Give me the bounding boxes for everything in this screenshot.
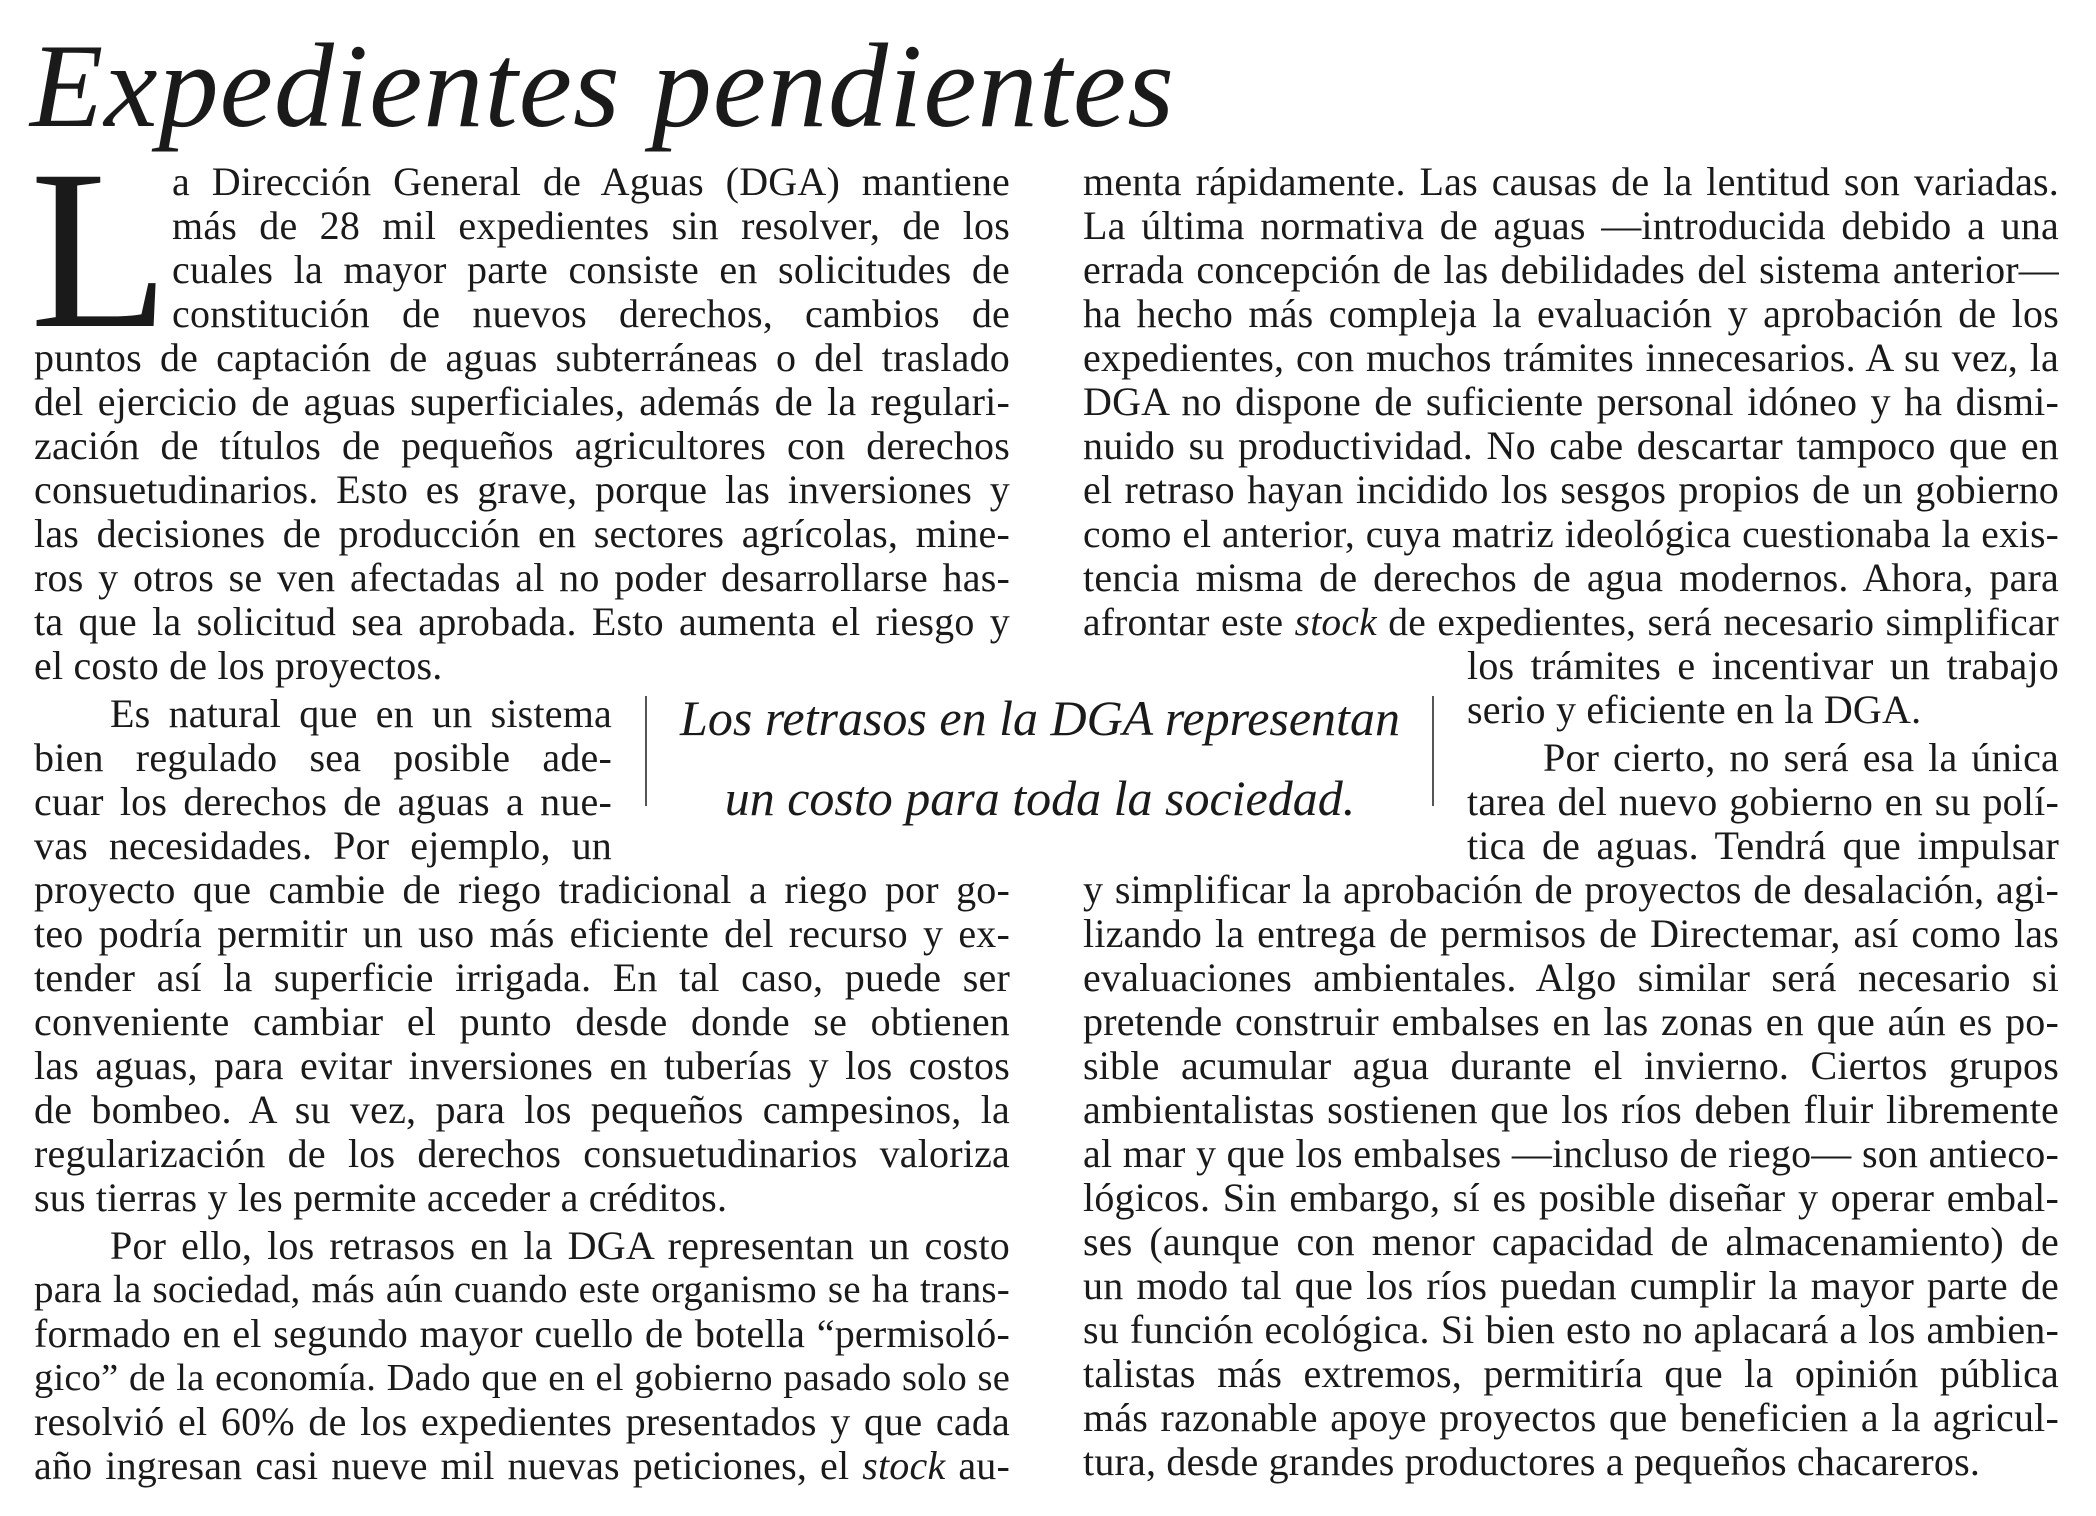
text-line: teo podría permitir un uso más eficiente del recurso y ex- — [34, 911, 1010, 956]
text-line: sible acumular agua durante el invierno. Ciertos grupos — [1083, 1043, 2059, 1088]
text-line: consuetudinarios. Esto es grave, porque las inversiones y — [34, 467, 1010, 512]
text-line: pretende construir embalses en las zonas en que aún es po- — [1083, 999, 2059, 1044]
text-line: proyecto que cambie de riego tradicional a riego por go- — [34, 867, 1010, 912]
text-line: puntos de captación de aguas subterráneas o del traslado — [34, 335, 1010, 380]
text-line: cuar los derechos de aguas a nue- — [34, 779, 612, 824]
text-line: lógicos. Sin embargo, sí es posible diseñar y operar embal- — [1083, 1175, 2059, 1220]
text-line: año ingresan casi nueve mil nuevas peticiones, el stock au- — [34, 1443, 1011, 1488]
text-line: tencia misma de derechos de agua modernos. Ahora, para — [1083, 555, 2059, 600]
text-line: bien regulado sea posible ade- — [34, 735, 612, 780]
drop-cap: L — [30, 124, 170, 376]
text-line: Por cierto, no será esa la única — [1543, 735, 2059, 780]
text-line: nuido su productividad. No cabe descartar tampoco que en — [1083, 423, 2059, 468]
text-line: afrontar este stock de expedientes, será necesario simplificar — [1083, 600, 2059, 644]
text-line: las decisiones de producción en sectores agrícolas, mine- — [34, 511, 1010, 556]
text-line: constitución de nuevos derechos, cambios de — [172, 291, 1010, 336]
text-line: un modo tal que los ríos puedan cumplir la mayor parte de — [1083, 1263, 2059, 1308]
text-line: errada concepción de las debilidades del sistema anterior— — [1083, 247, 2059, 292]
text-line: de bombeo. A su vez, para los pequeños campesinos, la — [34, 1087, 1010, 1132]
text-line: lizando la entrega de permisos de Directemar, así como las — [1083, 911, 2059, 956]
pull-quote-left-rule — [645, 696, 647, 806]
text-line: La última normativa de aguas —introducida debido a una — [1083, 203, 2059, 248]
text-line: las aguas, para evitar inversiones en tuberías y los costos — [34, 1043, 1010, 1088]
text-line: su función ecológica. Si bien esto no aplacará a los ambien- — [1083, 1307, 2059, 1352]
text-line: tica de aguas. Tendrá que impulsar — [1467, 823, 2059, 868]
text-line: Por ello, los retrasos en la DGA representan un costo — [110, 1223, 1010, 1268]
text-line: expedientes, con muchos trámites innecesarios. A su vez, la — [1083, 335, 2059, 380]
text-line: y simplificar la aprobación de proyectos de desalación, agi- — [1083, 867, 2059, 912]
text-line: como el anterior, cuya matriz ideológica cuestionaba la exis- — [1083, 512, 2059, 556]
text-line: vas necesidades. Por ejemplo, un — [34, 823, 612, 868]
text-line: tender así la superficie irrigada. En tal caso, puede ser — [34, 955, 1010, 1000]
pull-quote-right-rule — [1432, 696, 1434, 806]
text-line: menta rápidamente. Las causas de la lentitud son variadas. — [1083, 159, 2059, 204]
headline: Expedientes pendientes — [30, 19, 1175, 152]
text-line: tarea del nuevo gobierno en su polí- — [1467, 779, 2059, 824]
pull-quote-line: un costo para toda la sociedad. — [724, 770, 1356, 826]
text-line: el costo de los proyectos. — [34, 643, 443, 688]
text-line: gico” de la economía. Dado que en el gobierno pasado solo se — [34, 1357, 1010, 1399]
text-line: talistas más extremos, permitiría que la opinión pública — [1083, 1351, 2059, 1396]
text-line: ambientalistas sostienen que los ríos deben fluir libremente — [1083, 1087, 2059, 1132]
pull-quote-line: Los retrasos en la DGA representan — [680, 690, 1400, 746]
text-line: los trámites e incentivar un trabajo — [1467, 643, 2059, 688]
text-line: evaluaciones ambientales. Algo similar será necesario si — [1083, 955, 2059, 1000]
text-line: el retraso hayan incidido los sesgos propios de un gobierno — [1083, 467, 2059, 512]
text-line: sus tierras y les permite acceder a créditos. — [34, 1175, 728, 1220]
text-line: regularización de los derechos consuetudinarios valoriza — [34, 1131, 1010, 1176]
text-line: para la sociedad, más aún cuando este organismo se ha trans- — [34, 1268, 1010, 1311]
text-line: más razonable apoye proyectos que beneficien a la agricul- — [1083, 1395, 2059, 1440]
text-line: resolvió el 60% de los expedientes presentados y que cada — [34, 1399, 1010, 1444]
text-line: a Dirección General de Aguas (DGA) mantiene — [172, 159, 1010, 204]
text-line: DGA no dispone de suficiente personal idóneo y ha dismi- — [1083, 379, 2059, 424]
text-line: serio y eficiente en la DGA. — [1467, 687, 1922, 732]
text-line: tura, desde grandes productores a pequeños chacareros. — [1083, 1439, 1981, 1484]
text-line: formado en el segundo mayor cuello de botella “permisoló- — [34, 1311, 1010, 1356]
text-line: ha hecho más compleja la evaluación y aprobación de los — [1083, 291, 2059, 336]
text-line: zación de títulos de pequeños agricultores con derechos — [34, 423, 1010, 468]
text-line: ta que la solicitud sea aprobada. Esto aumenta el riesgo y — [34, 599, 1010, 644]
text-line: más de 28 mil expedientes sin resolver, de los — [172, 203, 1010, 248]
text-line: cuales la mayor parte consiste en solicitudes de — [172, 247, 1010, 292]
text-line: al mar y que los embalses —incluso de riego— son antieco- — [1083, 1131, 2059, 1176]
text-line: conveniente cambiar el punto desde donde se obtienen — [34, 999, 1010, 1044]
text-line: ros y otros se ven afectadas al no poder desarrollarse has- — [34, 555, 1010, 600]
text-line: Es natural que en un sistema — [110, 691, 612, 736]
text-line: del ejercicio de aguas superficiales, además de la regulari- — [34, 379, 1010, 424]
text-line: ses (aunque con menor capacidad de almacenamiento) de — [1083, 1219, 2059, 1264]
